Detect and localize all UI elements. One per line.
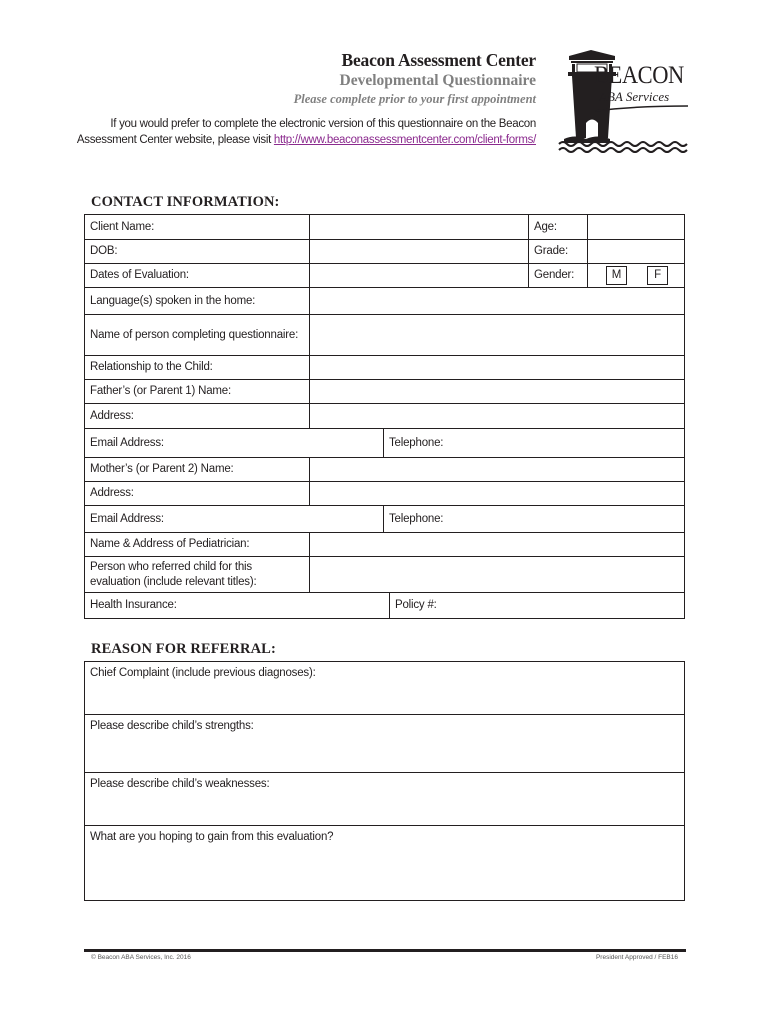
completer-field[interactable] <box>310 315 685 356</box>
age-label: Age: <box>529 215 588 240</box>
dates-label: Dates of Evaluation: <box>85 264 310 288</box>
father-name-field[interactable] <box>310 380 685 404</box>
mother-telephone-label: Telephone: <box>384 506 685 533</box>
mother-name-label: Mother’s (or Parent 2) Name: <box>85 458 310 482</box>
table-row <box>85 482 685 506</box>
table-row <box>85 288 685 315</box>
table-row <box>85 356 685 380</box>
table-row <box>85 429 685 458</box>
table-row <box>85 380 685 404</box>
insurance-label: Health Insurance: <box>85 593 390 619</box>
strengths-label: Please describe child’s strengths: <box>90 720 254 732</box>
father-telephone-label: Telephone: <box>384 429 685 458</box>
mother-email-label: Email Address: <box>85 506 384 533</box>
gender-label: Gender: <box>529 264 588 288</box>
referrer-field[interactable] <box>310 557 685 593</box>
table-row <box>85 458 685 482</box>
table-row <box>85 264 685 288</box>
pediatrician-field[interactable] <box>310 533 685 557</box>
table-row <box>85 506 685 533</box>
gender-field <box>588 264 685 288</box>
language-field[interactable] <box>310 288 685 315</box>
dob-label: DOB: <box>85 240 310 264</box>
contact-info-table <box>84 214 685 619</box>
intro-line-2 <box>70 132 536 148</box>
weaknesses-label: Please describe child’s weaknesses: <box>90 778 270 790</box>
referral-table <box>84 661 685 901</box>
table-row <box>85 315 685 356</box>
contact-heading: CONTACT INFORMATION: <box>91 194 280 210</box>
table-row <box>85 593 685 619</box>
beacon-logo <box>555 40 690 155</box>
client-forms-link[interactable]: http://www.beaconassessmentcenter.com/client-forms/ <box>273 134 536 146</box>
chief-complaint-field[interactable] <box>85 662 685 715</box>
intro-paragraph <box>70 116 536 148</box>
table-row <box>85 557 685 593</box>
table-row <box>85 826 685 901</box>
referrer-label-line-2: evaluation (include relevant titles): <box>90 575 257 588</box>
pediatrician-label: Name & Address of Pediatrician: <box>85 533 310 557</box>
footer-approval: President Approved / FEB16 <box>595 954 678 961</box>
intro-line-1: If you would prefer to complete the electronic version of this questionnaire on the Beacon <box>110 118 536 130</box>
mother-address-field[interactable] <box>310 482 685 506</box>
relationship-label: Relationship to the Child: <box>85 356 310 380</box>
gender-f-checkbox[interactable]: F <box>647 266 668 285</box>
grade-label: Grade: <box>529 240 588 264</box>
footer-copyright: © Beacon ABA Services, Inc. 2016 <box>91 954 191 961</box>
weaknesses-field[interactable] <box>85 773 685 826</box>
table-row <box>85 240 685 264</box>
policy-label: Policy #: <box>390 593 685 619</box>
logo-wordmark: BEACON <box>594 62 684 89</box>
form-instruction: Please complete prior to your first appointment <box>293 92 536 106</box>
table-row <box>85 215 685 240</box>
father-address-label: Address: <box>85 404 310 429</box>
father-name-label: Father’s (or Parent 1) Name: <box>85 380 310 404</box>
gender-m-checkbox[interactable]: M <box>606 266 627 285</box>
dob-field[interactable] <box>310 240 529 264</box>
client-name-field[interactable] <box>310 215 529 240</box>
mother-address-label: Address: <box>85 482 310 506</box>
evaluation-goals-label: What are you hoping to gain from this evaluation? <box>90 831 334 843</box>
relationship-field[interactable] <box>310 356 685 380</box>
logo-subtitle: ABA Services <box>599 89 670 104</box>
table-row <box>85 662 685 715</box>
chief-complaint-label: Chief Complaint (include previous diagnoses): <box>90 667 316 679</box>
strengths-field[interactable] <box>85 715 685 773</box>
table-row <box>85 533 685 557</box>
age-field[interactable] <box>588 215 685 240</box>
father-email-label: Email Address: <box>85 429 384 458</box>
mother-name-field[interactable] <box>310 458 685 482</box>
table-row <box>85 404 685 429</box>
footer-divider <box>84 949 686 952</box>
form-title: Developmental Questionnaire <box>339 72 536 89</box>
referrer-label <box>85 557 310 593</box>
table-row <box>85 715 685 773</box>
completer-label: Name of person completing questionnaire: <box>85 315 310 356</box>
language-label: Language(s) spoken in the home: <box>85 288 310 315</box>
referrer-label-line-1: Person who referred child for this <box>90 560 252 573</box>
dates-field[interactable] <box>310 264 529 288</box>
father-address-field[interactable] <box>310 404 685 429</box>
grade-field[interactable] <box>588 240 685 264</box>
evaluation-goals-field[interactable] <box>85 826 685 901</box>
referral-heading: REASON FOR REFERRAL: <box>91 641 276 657</box>
form-org-title: Beacon Assessment Center <box>341 50 536 70</box>
intro-line-2-text: Assessment Center website, please visit <box>76 134 274 146</box>
table-row <box>85 773 685 826</box>
client-name-label: Client Name: <box>85 215 310 240</box>
